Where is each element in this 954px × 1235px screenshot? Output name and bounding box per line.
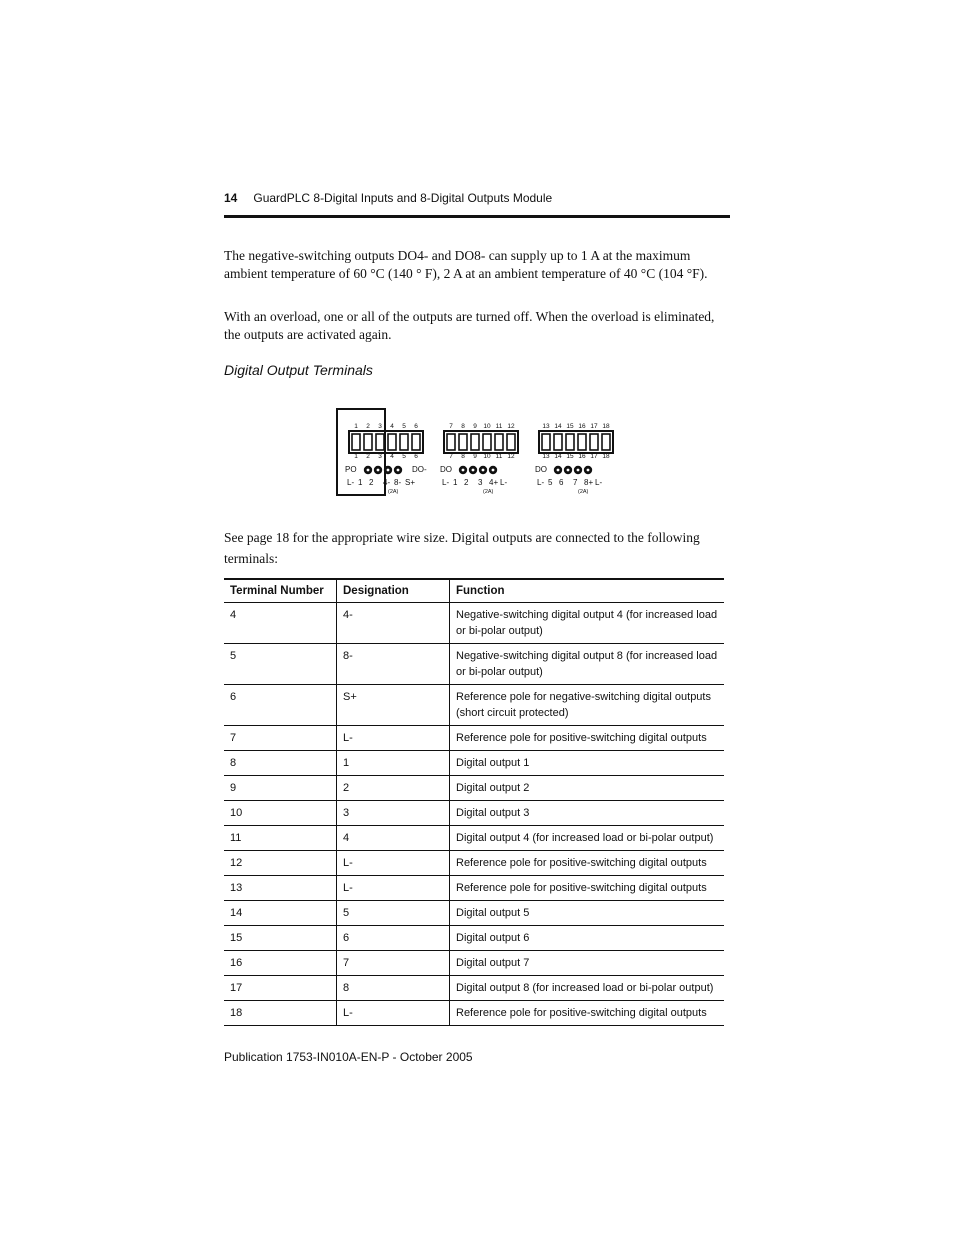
status-led-center <box>557 469 560 472</box>
designation-label: L- <box>442 478 450 487</box>
status-led-center <box>397 469 400 472</box>
designation-label: L- <box>347 478 355 487</box>
designation-label: 1 <box>453 478 458 487</box>
function-cell: Digital output 4 (for increased load or bi-polar output) <box>450 826 725 851</box>
designation-cell: 8 <box>337 976 450 1001</box>
terminal-slot <box>554 434 562 450</box>
terminal-slot <box>483 434 491 450</box>
table-row <box>224 685 724 726</box>
status-led-center <box>567 469 570 472</box>
terminal-number-cell: 17 <box>224 976 337 1001</box>
designation-label: L- <box>500 478 508 487</box>
terminal-number-bottom: 17 <box>590 453 598 460</box>
function-cell: Digital output 2 <box>450 776 725 801</box>
function-cell: Reference pole for positive-switching digital outputs <box>450 726 725 751</box>
designation-label: 3 <box>478 478 483 487</box>
function-cell: Reference pole for negative-switching digital outputs (short circuit protected) <box>450 685 725 726</box>
designation-cell: L- <box>337 851 450 876</box>
terminal-number-cell: 4 <box>224 603 337 644</box>
page-header <box>224 191 730 218</box>
digital-output-terminals-diagram <box>335 408 625 500</box>
terminal-number-bottom: 1 <box>354 453 358 460</box>
header-designation: Designation <box>337 579 450 603</box>
terminal-number-top: 17 <box>590 423 598 430</box>
terminal-number-cell: 11 <box>224 826 337 851</box>
terminal-number-top: 12 <box>507 423 515 430</box>
terminal-number-top: 7 <box>449 423 453 430</box>
terminal-number-top: 14 <box>554 423 562 430</box>
terminal-slot <box>352 434 360 450</box>
designation-label: 7 <box>573 478 578 487</box>
terminal-number-cell: 9 <box>224 776 337 801</box>
current-note: (2A) <box>388 489 399 495</box>
terminal-number-top: 10 <box>483 423 491 430</box>
designation-label: S+ <box>405 478 416 487</box>
function-cell: Reference pole for positive-switching digital outputs <box>450 1001 725 1026</box>
terminal-slot <box>400 434 408 450</box>
header-function: Function <box>450 579 725 603</box>
status-led-center <box>367 469 370 472</box>
terminal-number-top: 11 <box>495 423 503 430</box>
terminal-number-bottom: 7 <box>449 453 453 460</box>
terminal-slot <box>388 434 396 450</box>
figure-caption: Digital Output Terminals <box>224 362 373 378</box>
page-footer: Publication 1753-IN010A-EN-P - October 2005 <box>224 1050 473 1064</box>
designation-label: 1 <box>358 478 363 487</box>
table-row <box>224 976 724 1001</box>
table-row <box>224 926 724 951</box>
status-led-center <box>472 469 475 472</box>
terminal-slot <box>459 434 467 450</box>
terminal-number-bottom: 9 <box>473 453 477 460</box>
terminal-number-top: 5 <box>402 423 406 430</box>
terminal-table <box>224 578 724 1026</box>
terminal-number-top: 16 <box>578 423 586 430</box>
designation-cell: S+ <box>337 685 450 726</box>
terminal-number-bottom: 6 <box>414 453 418 460</box>
terminal-slot <box>507 434 515 450</box>
designation-cell: 8- <box>337 644 450 685</box>
function-cell: Digital output 1 <box>450 751 725 776</box>
terminal-number-cell: 6 <box>224 685 337 726</box>
intro-text: See page 18 for the appropriate wire size. Digital outputs are connected to the following terminals: <box>224 530 700 566</box>
designation-label: 8+ <box>584 478 594 487</box>
terminal-number-top: 8 <box>461 423 465 430</box>
terminal-number-top: 3 <box>378 423 382 430</box>
terminal-slot <box>412 434 420 450</box>
terminal-number-cell: 5 <box>224 644 337 685</box>
table-row <box>224 951 724 976</box>
terminal-slot <box>602 434 610 450</box>
table-row <box>224 751 724 776</box>
status-led-center <box>462 469 465 472</box>
terminal-slot <box>542 434 550 450</box>
table-row <box>224 876 724 901</box>
designation-cell: 6 <box>337 926 450 951</box>
table-row <box>224 1001 724 1026</box>
designation-cell: 1 <box>337 751 450 776</box>
terminal-number-bottom: 13 <box>542 453 550 460</box>
designation-cell: 3 <box>337 801 450 826</box>
status-led-center <box>587 469 590 472</box>
status-led-center <box>577 469 580 472</box>
terminal-number-top: 15 <box>566 423 574 430</box>
designation-label: 5 <box>548 478 553 487</box>
header-title: GuardPLC 8-Digital Inputs and 8-Digital Outputs Module <box>253 191 553 205</box>
terminal-number-bottom: 16 <box>578 453 586 460</box>
designation-label: 2 <box>369 478 374 487</box>
function-cell: Negative-switching digital output 4 (for increased load or bi-polar output) <box>450 603 725 644</box>
terminal-number-cell: 16 <box>224 951 337 976</box>
designation-cell: L- <box>337 876 450 901</box>
function-cell: Negative-switching digital output 8 (for increased load or bi-polar output) <box>450 644 725 685</box>
designation-label: L- <box>537 478 545 487</box>
table-row <box>224 826 724 851</box>
group-label-right: DO- <box>412 465 427 474</box>
designation-cell: 7 <box>337 951 450 976</box>
terminal-number-bottom: 10 <box>483 453 491 460</box>
terminal-number-bottom: 3 <box>378 453 382 460</box>
status-led-center <box>492 469 495 472</box>
terminal-number-bottom: 12 <box>507 453 515 460</box>
current-note: (2A) <box>483 489 494 495</box>
designation-cell: 5 <box>337 901 450 926</box>
terminal-slot <box>376 434 384 450</box>
function-cell: Digital output 8 (for increased load or bi-polar output) <box>450 976 725 1001</box>
terminal-number-top: 2 <box>366 423 370 430</box>
table-row <box>224 851 724 876</box>
function-cell: Reference pole for positive-switching digital outputs <box>450 851 725 876</box>
designation-cell: 4- <box>337 603 450 644</box>
designation-label: 2 <box>464 478 469 487</box>
designation-cell: L- <box>337 1001 450 1026</box>
terminal-slot <box>495 434 503 450</box>
paragraph-overload-current: The negative-switching outputs DO4- and DO8- can supply up to 1 A at the maximum ambient temperature of 60 °C (140 ° F), 2 A at an ambient temperature of 40 °C (104 °F). <box>224 248 708 281</box>
terminal-number-cell: 7 <box>224 726 337 751</box>
terminal-number-cell: 14 <box>224 901 337 926</box>
group-label: DO <box>440 465 452 474</box>
terminal-number-bottom: 18 <box>602 453 610 460</box>
status-led-center <box>387 469 390 472</box>
terminal-number-cell: 12 <box>224 851 337 876</box>
page-number: 14 <box>224 191 238 205</box>
terminal-slot <box>364 434 372 450</box>
terminal-number-top: 9 <box>473 423 477 430</box>
terminal-number-top: 4 <box>390 423 394 430</box>
terminal-number-cell: 15 <box>224 926 337 951</box>
function-cell: Digital output 5 <box>450 901 725 926</box>
group-label: DO <box>535 465 547 474</box>
paragraph-overload-behavior: With an overload, one or all of the outputs are turned off. When the overload is eliminated, the outputs are activated again. <box>224 309 715 342</box>
function-cell: Reference pole for positive-switching digital outputs <box>450 876 725 901</box>
table-row <box>224 801 724 826</box>
designation-cell: 2 <box>337 776 450 801</box>
terminal-slot <box>578 434 586 450</box>
group-label: PO <box>345 465 357 474</box>
designation-label: 6 <box>559 478 564 487</box>
terminal-number-bottom: 8 <box>461 453 465 460</box>
terminal-slot <box>471 434 479 450</box>
table-row <box>224 901 724 926</box>
terminal-number-cell: 18 <box>224 1001 337 1026</box>
status-led-center <box>377 469 380 472</box>
terminal-number-top: 1 <box>354 423 358 430</box>
function-cell: Digital output 7 <box>450 951 725 976</box>
terminal-number-cell: 13 <box>224 876 337 901</box>
terminal-slot <box>447 434 455 450</box>
header-terminal-number: Terminal Number <box>224 579 337 603</box>
designation-label: L- <box>595 478 603 487</box>
table-row <box>224 726 724 751</box>
table-row <box>224 644 724 685</box>
terminal-number-bottom: 4 <box>390 453 394 460</box>
terminal-number-cell: 8 <box>224 751 337 776</box>
status-led-center <box>482 469 485 472</box>
terminal-number-bottom: 2 <box>366 453 370 460</box>
terminal-number-bottom: 15 <box>566 453 574 460</box>
terminal-number-top: 13 <box>542 423 550 430</box>
designation-label: 4+ <box>489 478 499 487</box>
terminal-number-cell: 10 <box>224 801 337 826</box>
designation-cell: L- <box>337 726 450 751</box>
terminal-slot <box>590 434 598 450</box>
designation-label: 4- <box>383 478 391 487</box>
function-cell: Digital output 6 <box>450 926 725 951</box>
table-header-row <box>224 579 724 603</box>
function-cell: Digital output 3 <box>450 801 725 826</box>
table-row <box>224 776 724 801</box>
terminal-number-bottom: 5 <box>402 453 406 460</box>
current-note: (2A) <box>578 489 589 495</box>
designation-label: 8- <box>394 478 402 487</box>
terminal-number-bottom: 14 <box>554 453 562 460</box>
terminal-number-bottom: 11 <box>495 453 503 460</box>
terminal-number-top: 18 <box>602 423 610 430</box>
designation-cell: 4 <box>337 826 450 851</box>
terminal-slot <box>566 434 574 450</box>
terminal-number-top: 6 <box>414 423 418 430</box>
table-row <box>224 603 724 644</box>
